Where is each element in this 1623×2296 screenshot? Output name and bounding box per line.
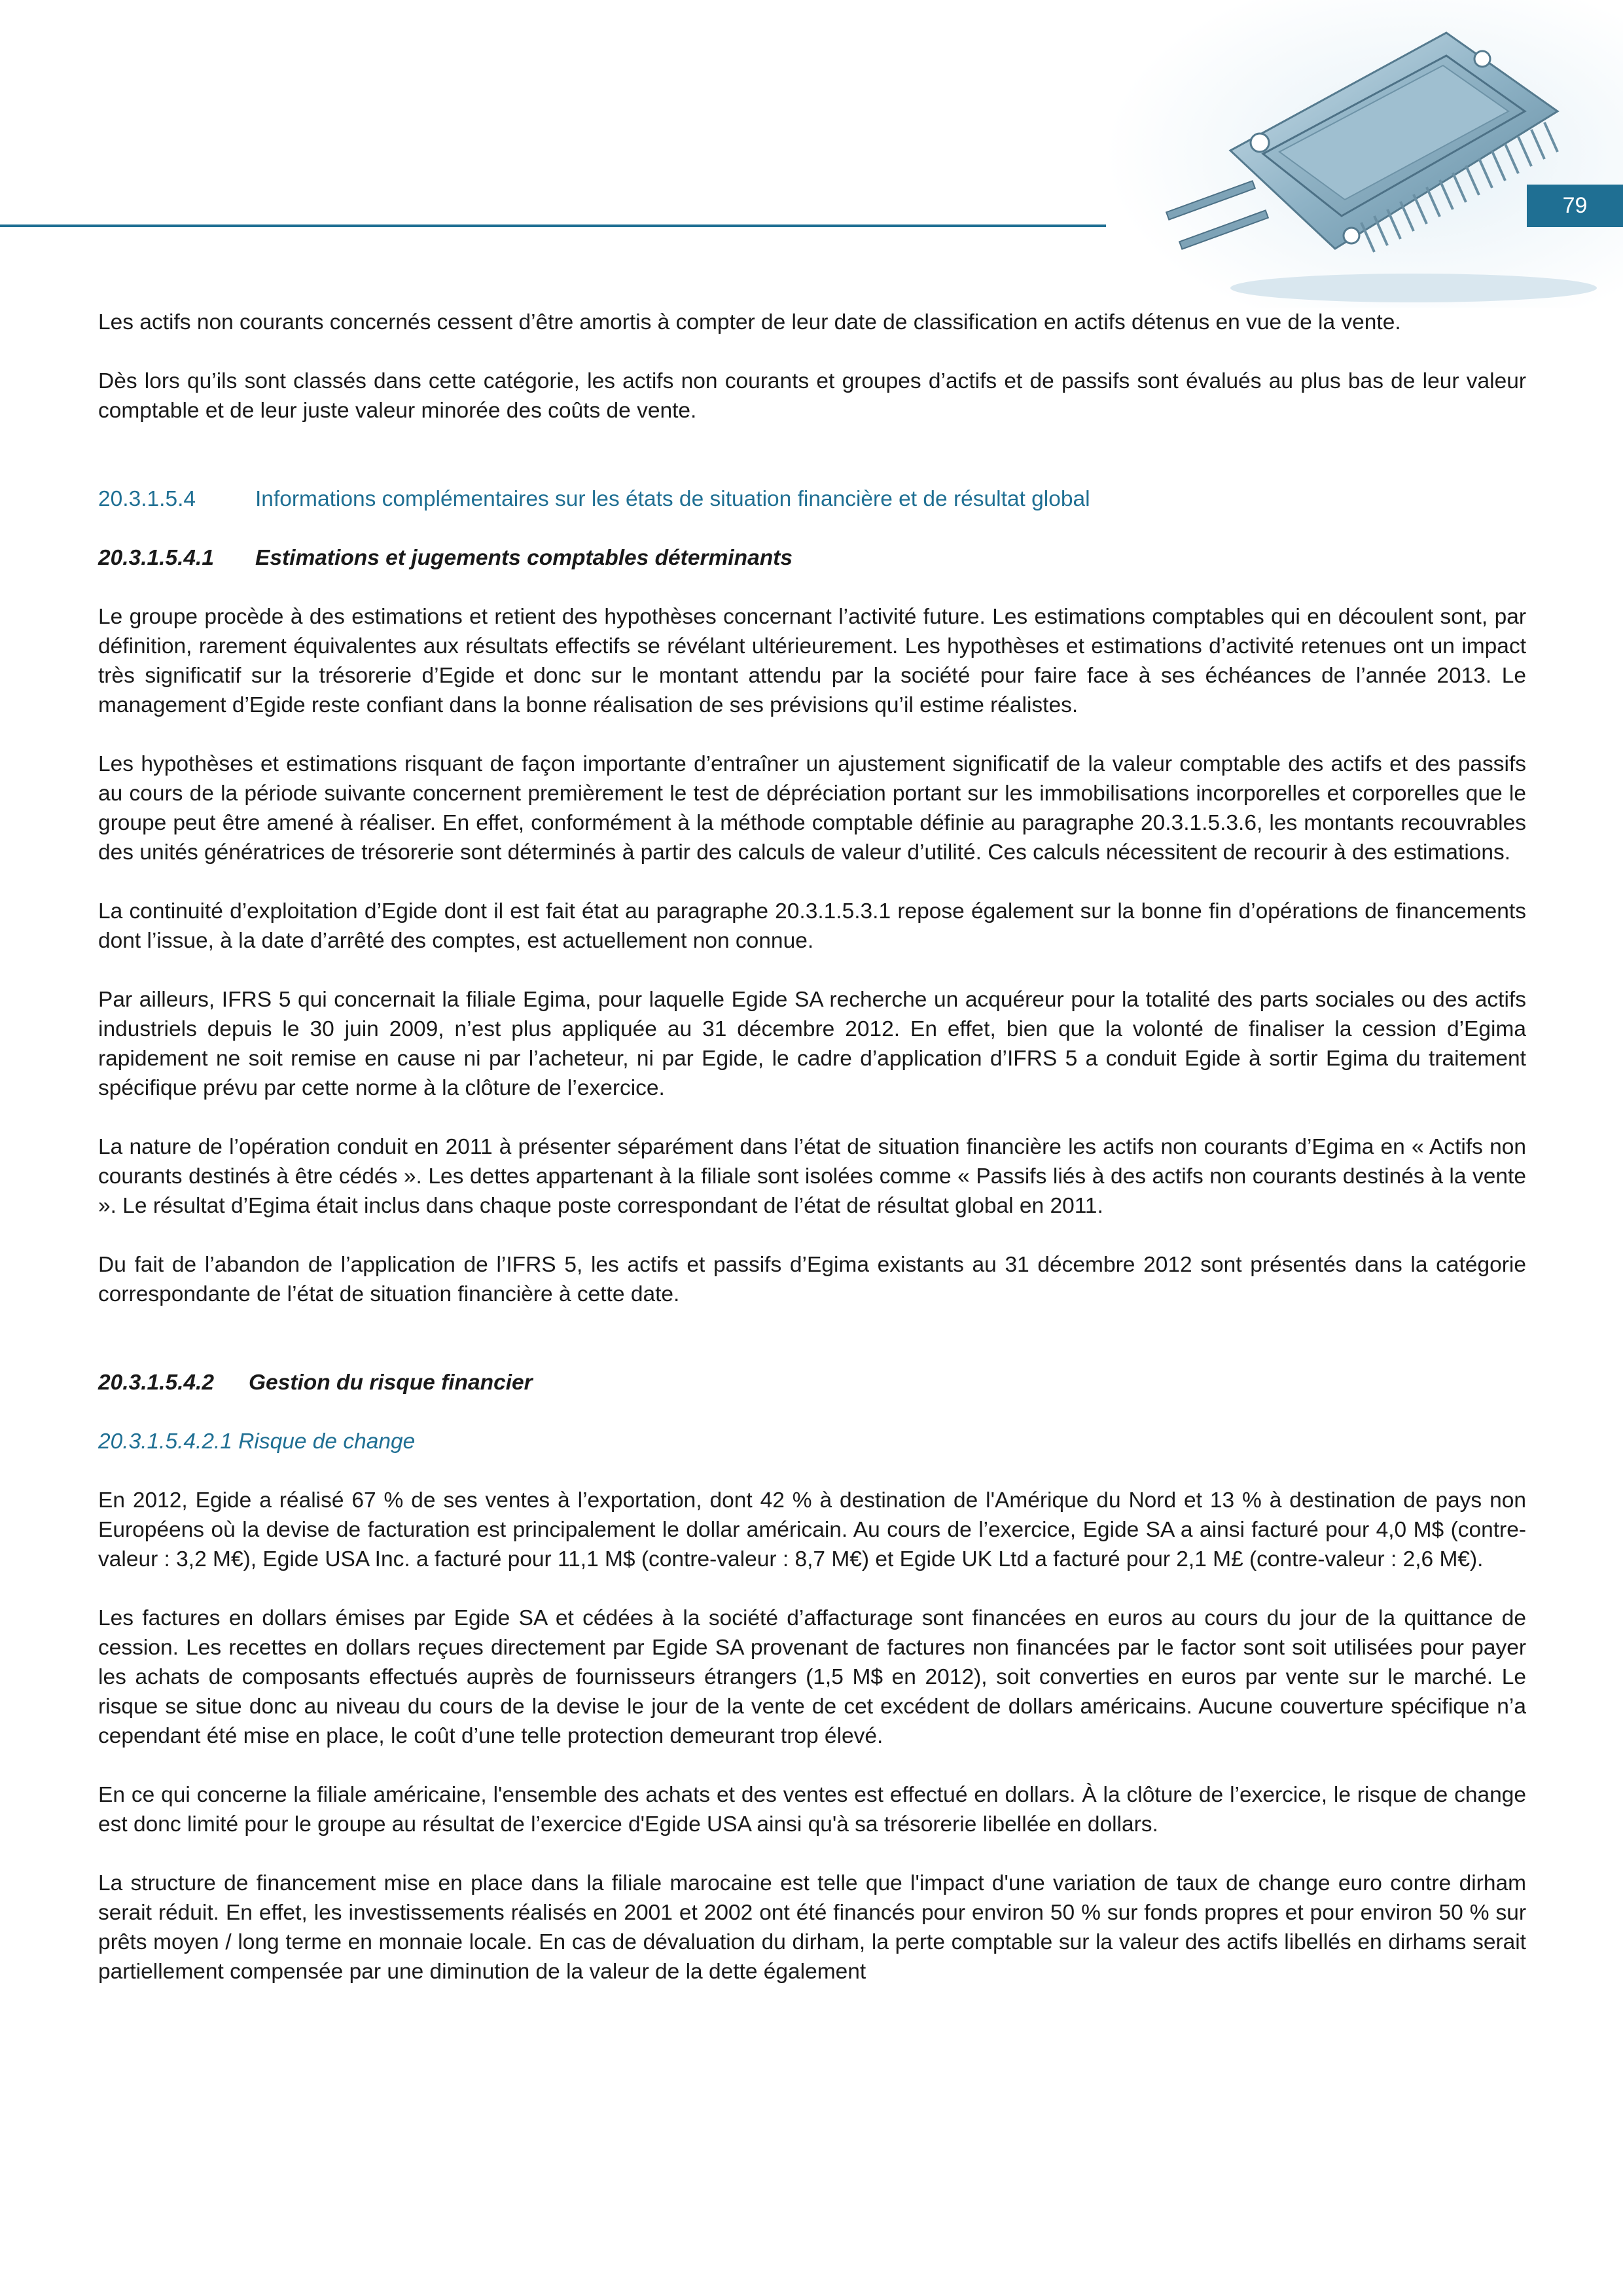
section-number: 20.3.1.5.4.2 [98, 1371, 214, 1395]
section-number: 20.3.1.5.4 [98, 487, 196, 511]
paragraph: Du fait de l’abandon de l’application de l’IFRS 5, les actifs et passifs d’Egima existants au 31 décembre 2012 sont présentés dans la catégorie correspondante de l’état de situation financière à cette date. [98, 1253, 1526, 1306]
paragraph: En 2012, Egide a réalisé 67 % de ses ventes à l’exportation, dont 42 % à destination de l'Amérique du Nord et 13 % à destination de pays non Européens où la devise de facturation est principalement le dollar américain. Au cours de l’exercice, Egide SA a ainsi facturé pour 4,0 M$ (contre-valeur : 3,2 M€), Egide USA Inc. a facturé pour 11,1 M$ (contre-valeur : 8,7 M€) et Egide UK Ltd a facturé pour 2,1 M£ (contre-valeur : 2,6 M€). [98, 1488, 1526, 1571]
section-title: Gestion du risque financier [249, 1371, 533, 1395]
paragraph: En ce qui concerne la filiale américaine, l'ensemble des achats et des ventes est effectué en dollars. À la clôture de l’exercice, le risque de change est donc limité pour le groupe au résultat de l’exercice d'Egide USA ainsi qu'à sa trésorerie libellée en dollars. [98, 1783, 1526, 1837]
paragraph: La nature de l’opération conduit en 2011 à présenter séparément dans l’état de situation financière les actifs non courants d’Egima en « Actifs non courants destinés à être cédés ». Les dettes appartenant à la filiale sont isolées comme « Passifs liés à des actifs non courants destinés à la vente ». Le résultat d’Egima était inclus dans chaque poste correspondant de l’état de résultat global en 2011. [98, 1135, 1526, 1218]
section-heading-4-2 [98, 1368, 1526, 1397]
section-heading-4 [98, 484, 1526, 514]
paragraph: Les actifs non courants concernés cessent d’être amortis à compter de leur date de classification en actifs détenus en vue de la vente. [98, 310, 1401, 334]
section-title: Estimations et jugements comptables déterminants [255, 546, 793, 570]
section-title: Informations complémentaires sur les états de situation financière et de résultat global [255, 487, 1090, 511]
document-body [98, 308, 1526, 2016]
paragraph: Les factures en dollars émises par Egide SA et cédées à la société d’affacturage sont financées en euros au cours du jour de la quittance de cession. Les recettes en dollars reçues directement par Egide SA provenant de factures non financées par le factor sont soit utilisées pour payer les achats de composants effectués auprès de fournisseurs étrangers (1,5 M$ en 2012), soit converties en euros par vente sur le marché. Le risque se situe donc au niveau du cours de la devise le jour de la vente de cet excédent de dollars américains. Aucune couverture spécifique n’a cependant été mise en place, le coût d’une telle protection demeurant trop élevé. [98, 1606, 1526, 1748]
section-heading-4-2-1: 20.3.1.5.4.2.1 Risque de change [98, 1429, 416, 1454]
electronic-package-illustration [1106, 0, 1623, 308]
paragraph: Les hypothèses et estimations risquant de façon importante d’entraîner un ajustement significatif de la valeur comptable des actifs et des passifs au cours de la période suivante concernent premièrement le test de dépréciation portant sur les immobilisations incorporelles et corporelles que le groupe peut être amené à réaliser. En effet, conformément à la méthode comptable définie au paragraphe 20.3.1.5.3.6, les montants recouvrables des unités génératrices de trésorerie sont déterminés à partir des calculs de valeur d’utilité. Ces calculs nécessitent de recourir à des estimations. [98, 752, 1526, 865]
section-number: 20.3.1.5.4.1 [98, 546, 214, 570]
page-number: 79 [1527, 185, 1623, 227]
paragraph: Le groupe procède à des estimations et retient des hypothèses concernant l’activité future. Les estimations comptables qui en découlent sont, par définition, rarement équivalentes aux résultats effectifs se révélant ultérieurement. Les hypothèses et estimations d’activité retenues ont un impact très significatif sur la trésorerie d’Egide et donc sur le montant attendu par la société pour faire face à ses échéances de l’année 2013. Le management d’Egide reste confiant dans la bonne réalisation de ses prévisions qu’il estime réalistes. [98, 605, 1526, 717]
paragraph: Dès lors qu’ils sont classés dans cette catégorie, les actifs non courants et groupes d’actifs et de passifs sont évalués au plus bas de leur valeur comptable et de leur juste valeur minorée des coûts de vente. [98, 369, 1526, 423]
paragraph: Par ailleurs, IFRS 5 qui concernait la filiale Egima, pour laquelle Egide SA recherche un acquéreur pour la totalité des parts sociales ou des actifs industriels depuis le 30 juin 2009, n’est plus appliquée au 31 décembre 2012. En effet, bien que la volonté de finaliser la cession d’Egima rapidement ne soit remise en cause ni par l’acheteur, ni par Egide, le cadre d’application d’IFRS 5 a conduit Egide à sortir Egima du traitement spécifique prévu par cette norme à la clôture de l’exercice. [98, 988, 1526, 1100]
paragraph: La continuité d’exploitation d’Egide dont il est fait état au paragraphe 20.3.1.5.3.1 repose également sur la bonne fin d’opérations de financements dont l’issue, à la date d’arrêté des comptes, est actuellement non connue. [98, 899, 1526, 953]
header-rule [0, 224, 1114, 227]
section-heading-4-1 [98, 543, 1526, 573]
paragraph: La structure de financement mise en place dans la filiale marocaine est telle que l'impact d'une variation de taux de change euro contre dirham serait réduit. En effet, les investissements réalisés en 2001 et 2002 ont été financés pour environ 50 % sur fonds propres et pour environ 50 % sur prêts moyen / long terme en monnaie locale. En cas de dévaluation du dirham, la perte comptable sur la valeur des actifs libellés en dirhams serait partiellement compensée par une diminution de la valeur de la dette également [98, 1871, 1526, 1984]
